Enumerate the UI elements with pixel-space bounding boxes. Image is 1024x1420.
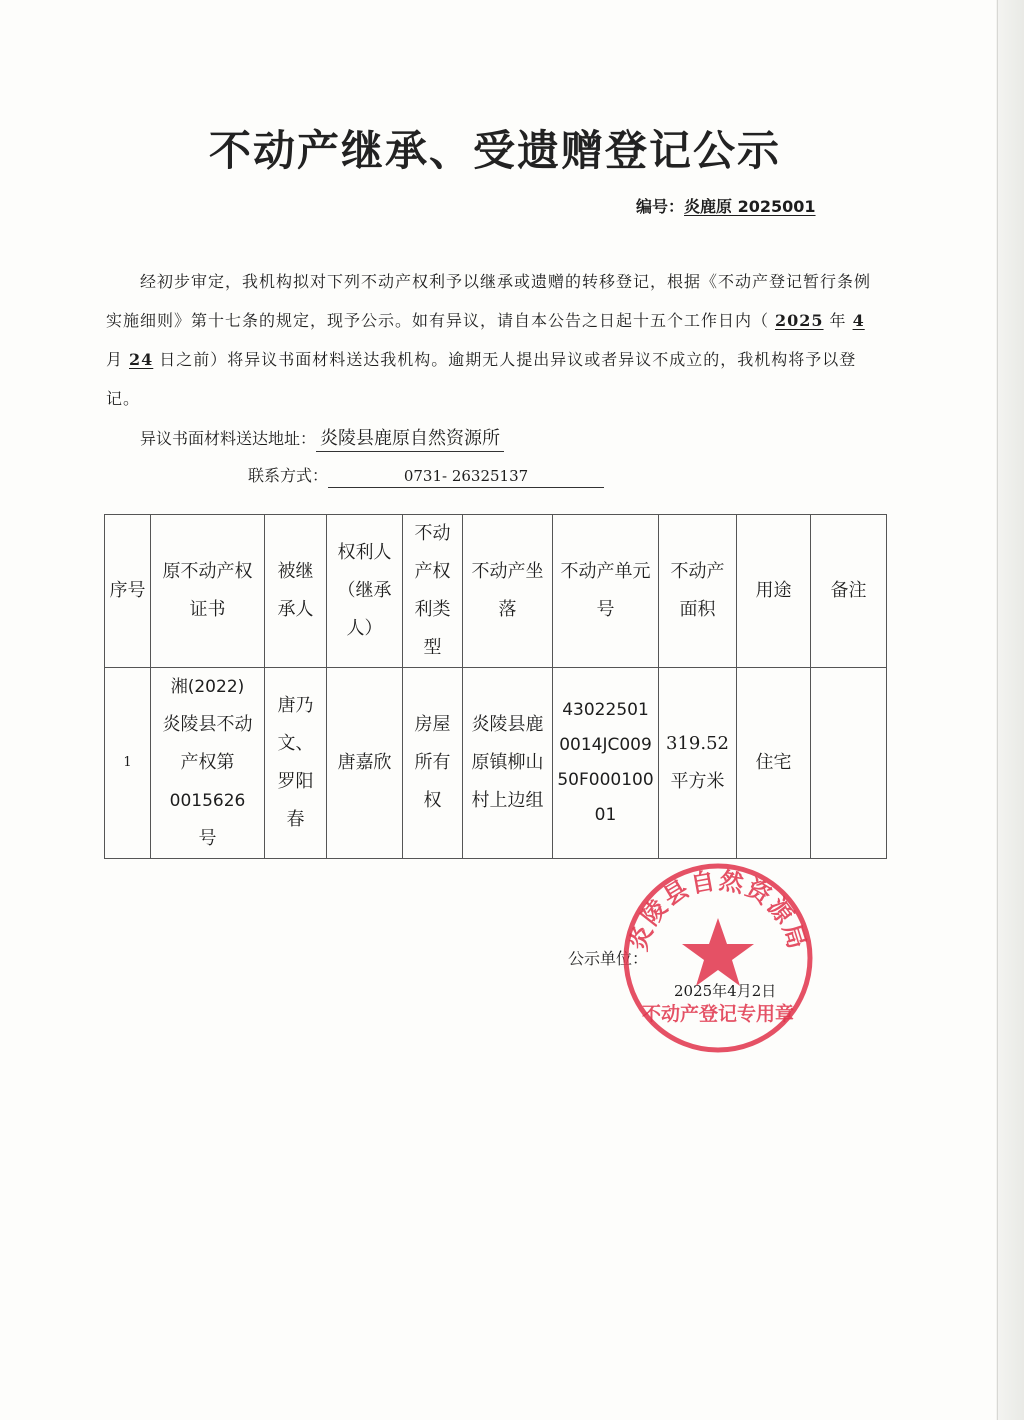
contact-info [248,463,604,488]
document-number-value: 炎鹿原 2025001 [684,197,816,216]
cell-remark [811,668,887,859]
table-row [105,668,887,859]
svg-text:炎陵县自然资源局: 炎陵县自然资源局 [624,866,812,954]
page-title: 不动产继承、受遗赠登记公示 [208,126,781,175]
header-cell: 原不动产权证书 [151,515,265,668]
objection-address [140,424,504,450]
header-cell: 不动产面积 [659,515,737,668]
header-cell: 不动产坐落 [463,515,553,668]
cell-decedent: 唐乃文、罗阳春 [265,668,327,859]
publishing-unit-label: 公示单位： [568,949,649,968]
address-label: 异议书面材料送达地址： [140,429,317,448]
deadline-day: 24 [129,350,154,369]
cell-certificate [151,668,265,859]
deadline-month: 4 [852,311,865,330]
certificate-number: 0015626 [169,791,246,811]
notice-text-d: 日之前）将异议书面材料送达我机构。逾期无人提出异议或者异议不成立的，我机构将予以登记。 [106,350,857,408]
header-cell: 用途 [737,515,811,668]
contact-label: 联系方式： [248,466,329,485]
table-header-row [105,515,887,668]
cell-no: 1 [105,668,151,859]
document-number-label: 编号： [636,197,685,216]
certificate-prefix: 湘(2022) [170,677,245,697]
header-cell: 被继承人 [265,515,327,668]
header-cell: 序号 [105,515,151,668]
svg-text:不动产登记专用章: 不动产登记专用章 [641,1003,795,1025]
cell-heir: 唐嘉欣 [327,668,403,859]
header-cell: 权利人（继承人） [327,515,403,668]
official-seal [620,860,816,1056]
certificate-issuer: 炎陵县不动产权第 [162,714,253,773]
notice-text-a: 经初步审定，我机构拟对下列不动产权利予以继承或遗赠的转移登记，根据《不动产登记暂行条例实施细则》第十七条的规定，现予公示。如有异议，请自本公告之日起十五个工作日内（ [106,272,872,330]
cell-location: 炎陵县鹿原镇柳山村上边组 [463,668,553,859]
page-edge-shadow [996,0,1024,1420]
cell-unit-number: 430225010014JC00950F00010001 [553,668,659,859]
publish-date: 2025年4月2日 [674,982,777,1000]
document-number [636,194,816,217]
header-cell: 不动产单元号 [553,515,659,668]
notice-text-b: 年 [829,311,847,330]
certificate-suffix: 号 [198,828,217,849]
cell-area: 319.52平方米 [659,668,737,859]
cell-right-type: 房屋所有权 [403,668,463,859]
deadline-year: 2025 [775,311,824,330]
contact-value: 0731- 26325137 [328,467,604,488]
header-cell: 备注 [811,515,887,668]
header-cell: 不动产权利类型 [403,515,463,668]
address-value: 炎陵县鹿原自然资源所 [316,428,504,452]
seal-star-icon [682,918,754,986]
notice-text-c: 月 [106,350,124,369]
page-edge-line [997,0,998,1420]
cell-use: 住宅 [737,668,811,859]
notice-paragraph [106,262,886,418]
registration-table [104,514,887,859]
